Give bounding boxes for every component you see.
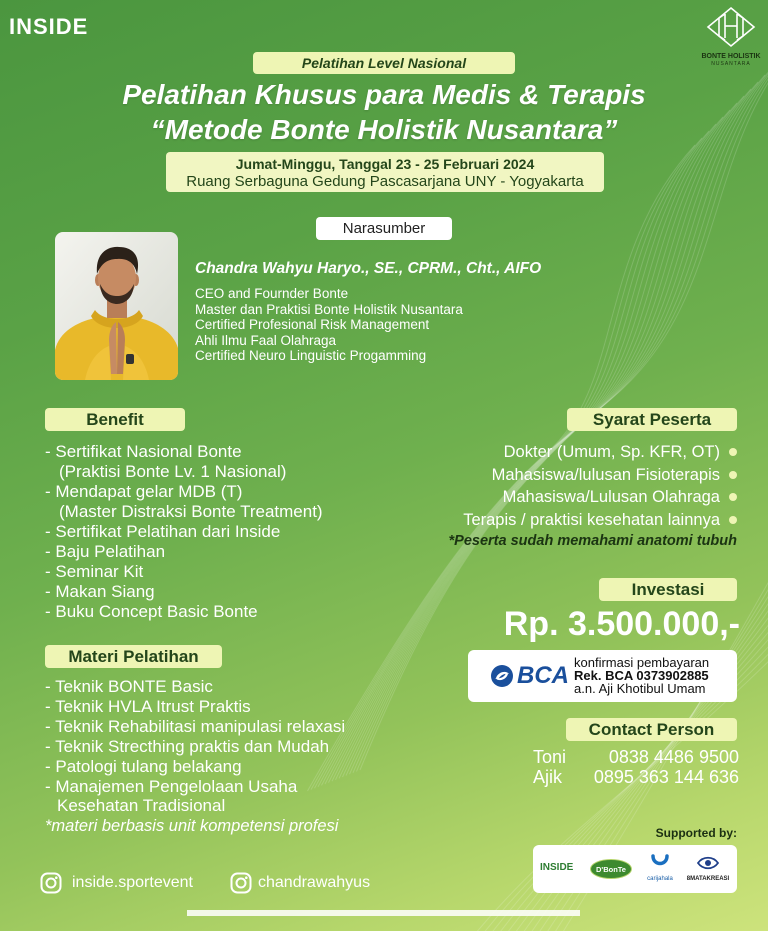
list-item: - Teknik HVLA Itrust Praktis — [45, 697, 251, 716]
investment-label-text: Investasi — [631, 579, 705, 599]
bonte-emblem-icon — [706, 6, 756, 48]
supporter-dbonte-text: D'BonTe — [596, 864, 626, 874]
eye-icon — [697, 856, 719, 870]
social-handle-inside: inside.sportevent — [72, 874, 193, 891]
contact-label — [566, 718, 737, 741]
requirements-label — [567, 408, 737, 431]
payment-details — [574, 656, 709, 695]
list-item: - Makan Siang — [45, 582, 155, 601]
speaker-role: Certified Profesional Risk Management — [195, 317, 430, 332]
materi-label — [45, 645, 222, 668]
requirement-item — [463, 486, 737, 509]
speaker-section-label — [316, 217, 452, 240]
list-item: - Patologi tulang belakang — [45, 757, 242, 776]
price: Rp. 3.500.000,- — [503, 605, 740, 643]
list-item: - Sertifikat Nasional Bonte — [45, 442, 242, 461]
list-item: - Manajemen Pengelolaan Usaha — [45, 777, 298, 796]
speaker-role: Master dan Praktisi Bonte Holistik Nusantara — [195, 301, 463, 317]
contact-phone: 0895 363 144 636 — [593, 767, 739, 787]
bullet-dot-icon — [729, 493, 737, 501]
speaker-name: Chandra Wahyu Haryo., SE., CPRM., Cht., AIFO — [195, 260, 542, 277]
schedule-date: Jumat-Minggu, Tanggal 23 - 25 Februari 2024 — [235, 156, 535, 172]
speaker-photo — [55, 232, 178, 380]
benefit-list — [45, 442, 323, 622]
supporter-logo-inside — [540, 862, 573, 873]
list-item-detail: Kesehatan Tradisional — [57, 796, 226, 815]
speaker-roles — [195, 286, 463, 364]
requirement-text: Mahasiswa/lulusan Fisioterapis — [491, 465, 720, 484]
payment-box — [468, 650, 737, 702]
speaker-portrait-image — [55, 232, 178, 380]
materi-list — [45, 677, 345, 837]
bca-emblem-icon — [490, 664, 514, 688]
payment-line: konfirmasi pembayaran — [574, 655, 710, 670]
contact-name: Toni — [533, 747, 567, 767]
list-item: - Teknik BONTE Basic — [45, 677, 213, 696]
list-item: - Buku Concept Basic Bonte — [45, 602, 258, 621]
requirements-label-text: Syarat Peserta — [592, 409, 712, 429]
carijahala-icon — [651, 854, 669, 870]
list-item: - Teknik Rehabilitasi manipulasi relaxasi — [45, 717, 346, 736]
level-label-text: Pelatihan Level Nasional — [301, 55, 467, 71]
requirement-text: Dokter (Umum, Sp. KFR, OT) — [503, 443, 720, 461]
speaker-section-label-text: Narasumber — [342, 220, 426, 237]
requirement-text: Terapis / praktisi kesehatan lainnya — [463, 510, 720, 529]
investment-label — [599, 578, 737, 601]
title-line-2: “Metode Bonte Holistik Nusantara” — [150, 114, 618, 145]
list-item: - Sertifikat Pelatihan dari Inside — [45, 522, 281, 541]
materi-label-text: Materi Pelatihan — [68, 646, 199, 666]
contact-phone: 0838 4486 9500 — [608, 747, 739, 767]
schedule-venue: Ruang Serbaguna Gedung Pascasarjana UNY - Yogyakarta — [186, 173, 584, 190]
bullet-dot-icon — [729, 448, 737, 456]
list-item-detail: (Master Distraksi Bonte Treatment) — [59, 502, 323, 521]
supporter-logo-dbonte — [590, 859, 632, 879]
supporters-label: Supported by: — [655, 826, 737, 840]
account-number: Rek. BCA 0373902885 — [574, 668, 709, 683]
list-item: - Teknik Strecthing praktis dan Mudah — [45, 737, 330, 756]
bullet-dot-icon — [729, 471, 737, 479]
title-line-1: Pelatihan Khusus para Medis & Terapis — [122, 79, 646, 110]
supporters-box — [533, 845, 737, 893]
benefit-label-text: Benefit — [86, 409, 144, 429]
bonte-logo-line2: NUSANTARA — [711, 61, 751, 67]
benefit-label — [45, 408, 185, 431]
account-holder: a.n. Aji Khotibul Umam — [574, 681, 706, 696]
list-item: - Seminar Kit — [45, 562, 144, 581]
bottom-decor-bar — [187, 910, 580, 916]
speaker-role: CEO and Fournder Bonte — [195, 286, 349, 301]
requirement-item — [463, 464, 737, 487]
materi-note: *materi berbasis unit kompetensi profesi — [45, 817, 339, 835]
level-label — [253, 52, 515, 74]
requirements-list — [463, 441, 737, 531]
list-item: - Mendapat gelar MDB (T) — [45, 482, 243, 501]
list-item-detail: (Praktisi Bonte Lv. 1 Nasional) — [59, 462, 287, 481]
list-item: - Baju Pelatihan — [45, 542, 166, 561]
instagram-icon — [230, 872, 252, 894]
requirement-text: Mahasiswa/Lulusan Olahraga — [502, 488, 720, 506]
supporter-logo-carijahala — [639, 854, 681, 883]
speaker-role: Ahli Ilmu Faal Olahraga — [195, 332, 337, 348]
inside-logo — [9, 14, 88, 40]
bullet-dot-icon — [729, 516, 737, 524]
contact-name: Ajik — [533, 767, 563, 787]
schedule-box — [166, 152, 604, 192]
supporter-logo-8matakreasi — [684, 856, 732, 883]
supporter-8matakreasi-text: 8MATAKREASI — [686, 876, 730, 882]
bonte-logo-line1: BONTE HOLISTIK — [701, 53, 761, 60]
requirement-item — [463, 441, 737, 464]
supporter-carijahala-text: carijahala — [647, 876, 673, 882]
supporter-inside-text: INSIDE — [540, 862, 574, 873]
contact-label-text: Contact Person — [588, 719, 715, 739]
social-handle-speaker: chandrawahyus — [258, 874, 371, 891]
requirement-item — [463, 509, 737, 532]
speaker-role: Certified Neuro Linguistic Progamming — [195, 348, 427, 363]
bonte-holistik-logo — [694, 6, 768, 67]
bca-logo-text: BCA — [517, 662, 569, 689]
inside-logo-text: INSIDE — [9, 14, 89, 39]
instagram-icon — [40, 872, 62, 894]
requirements-note: *Peserta sudah memahami anatomi tubuh — [448, 533, 737, 549]
